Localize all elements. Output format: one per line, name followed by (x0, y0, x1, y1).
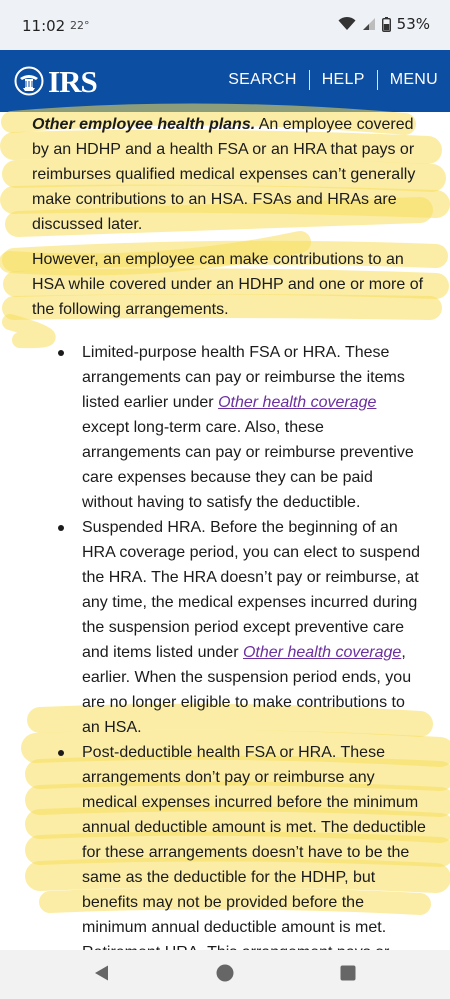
status-time: 11:02 (22, 17, 66, 35)
link-other-health-coverage[interactable]: Other health coverage (218, 394, 377, 411)
list-item-post-deductible (0, 740, 450, 940)
nav-search[interactable]: SEARCH (228, 71, 297, 88)
nav-help[interactable]: HELP (321, 71, 365, 88)
site-header (0, 50, 450, 112)
status-temperature: 22° (70, 19, 90, 32)
list-item-text: except long-term care. Also, these arrangements can pay or reimburse preventive care expenses because they can be paid without having to satisfy the deductible. (82, 419, 414, 511)
signal-icon (362, 17, 376, 31)
status-bar (0, 0, 450, 50)
paragraph-other-health-plans (32, 112, 424, 237)
eagle-emblem-icon (14, 66, 44, 96)
battery-percent: 53% (396, 15, 430, 33)
home-icon[interactable] (216, 964, 234, 982)
back-icon[interactable] (93, 964, 111, 982)
battery-icon (382, 17, 391, 32)
list-item-text: Post-deductible health FSA or HRA. These arrangements don’t pay or reimburse any medical expenses incurred before the minimum annual deductible amount is met. The deductible for these arrangements doesn’t have to be the same as the deductible for the HDHP, but benefits may not be provided before the minimum annual deductible amount is met. (82, 744, 426, 936)
paragraph-text: An employee covered by an HDHP and a health FSA or an HRA that pays or reimburses qualified medical expenses can’t generally make contributions to an HSA. FSAs and HRAs are discussed later. (32, 116, 416, 233)
list-item-suspended-hra (0, 515, 450, 740)
recents-icon[interactable] (339, 964, 357, 982)
nav-divider (309, 70, 310, 90)
list-item-text: , earlier. When the suspension period ends, you are no longer eligible to make contributions to an HSA. (82, 644, 412, 736)
list-item-text: Suspended HRA. Before the beginning of an HRA coverage period, you can elect to suspend the HRA. The HRA doesn’t pay or reimburse, at any time, the medical expenses incurred during the suspension period except preventive care and items listed under (82, 519, 420, 661)
nav-menu[interactable]: MENU (389, 71, 438, 88)
paragraph-however: However, an employee can make contributions to an HSA while covered under an HDHP and one or more of the following arrangements. (32, 251, 424, 318)
irs-logo[interactable] (14, 64, 97, 98)
status-icons (338, 15, 430, 33)
nav-divider (377, 70, 378, 90)
list-item-limited-purpose (0, 340, 450, 515)
logo-text: IRS (48, 63, 97, 99)
article-content (0, 112, 450, 950)
system-nav-bar (0, 950, 450, 999)
wifi-icon (338, 17, 356, 31)
list-item-text: Limited-purpose health FSA or HRA. These arrangements can pay or reimburse the items listed earlier under (82, 344, 405, 411)
link-other-health-coverage[interactable]: Other health coverage (242, 644, 402, 661)
paragraph-lead: Other employee health plans. (32, 116, 256, 133)
arrangements-list (0, 340, 450, 990)
header-nav (216, 70, 450, 90)
